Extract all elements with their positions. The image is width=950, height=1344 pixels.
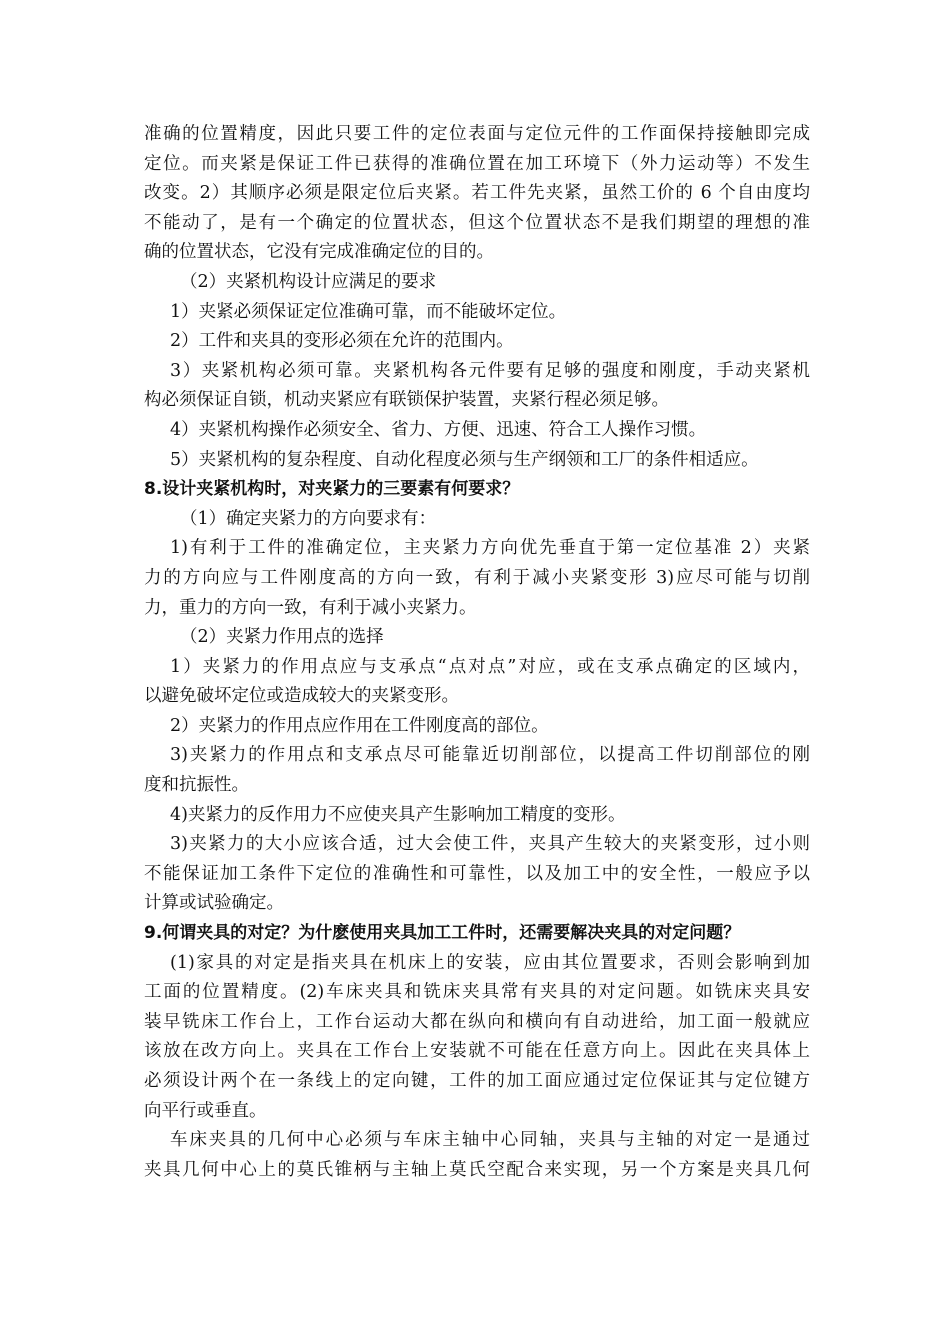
list-item: 3）夹紧机构必须可靠。夹紧机构各元件要有足够的强度和刚度，手动夹紧机	[170, 360, 810, 381]
paragraph-line: 必须设计两个在一条线上的定向键，工件的加工面应通过定位保证其与定位键方	[144, 1071, 810, 1091]
list-item: 5）夹紧机构的复杂程度、自动化程度必须与生产纲领和工厂的条件相适应。	[170, 449, 759, 470]
list-item: 2）工件和夹具的变形必须在允许的范围内。	[170, 331, 514, 352]
list-item: 4）夹紧机构操作必须安全、省力、方便、迅速、符合工人操作习惯。	[170, 419, 707, 440]
paragraph-line: 夹具几何中心上的莫氏锥柄与主轴上莫氏空配合来实现，另一个方案是夹具几何	[144, 1159, 810, 1180]
list-item: 1）夹紧必须保证定位准确可靠，而不能破坏定位。	[170, 301, 567, 322]
paragraph-line: 定位。而夹紧是保证工件已获得的准确位置在加工环境下（外力运动等）不发生	[144, 153, 810, 174]
list-item-continuation: 度和抗振性。	[144, 775, 249, 796]
document-body	[144, 120, 810, 1185]
question-heading-9: 9.何谓夹具的对定？为什麽使用夹具加工工件时，还需要解决夹具的对定问题？	[144, 923, 741, 944]
paragraph-line: 不能动了，是有一个确定的位置状态，但这个位置状态不是我们期望的理想的准	[144, 212, 810, 233]
list-item: 1）夹紧力的作用点应与支承点“点对点”对应，或在支承点确定的区域内，	[170, 656, 810, 677]
paragraph-line: (1)家具的对定是指夹具在机床上的安装，应由其位置要求，否则会影响到加	[170, 952, 810, 973]
paragraph-line: 改变。2）其顺序必须是限定位后夹紧。若工件先夹紧，虽然工价的 6 个自由度均	[144, 183, 810, 204]
list-item-continuation: 计算或试验确定。	[144, 893, 284, 914]
paragraph-line: 车床夹具的几何中心必须与车床主轴中心同轴，夹具与主轴的对定一是通过	[170, 1130, 810, 1151]
paragraph-line: 1)有利于工件的准确定位，主夹紧力方向优先垂直于第一定位基准 2）夹紧	[170, 538, 810, 559]
paragraph-line: 确的位置状态，它没有完成准确定位的目的。	[144, 242, 494, 263]
subheading-clamping-requirements: （2）夹紧机构设计应满足的要求	[180, 271, 437, 292]
list-item-continuation: 构必须保证自锁，机动夹紧应有联锁保护装置，夹紧行程必须足够。	[144, 390, 669, 411]
list-item: 2）夹紧力的作用点应作用在工件刚度高的部位。	[170, 715, 549, 736]
list-item: 3)夹紧力的作用点和支承点尽可能靠近切削部位，以提高工件切削部位的刚	[170, 745, 810, 766]
paragraph-line: 向平行或垂直。	[144, 1100, 267, 1121]
list-item: 3)夹紧力的大小应该合适，过大会使工件，夹具产生较大的夹紧变形，过小则	[170, 834, 810, 855]
subheading-force-direction: （1）确定夹紧力的方向要求有：	[180, 508, 437, 529]
paragraph-line: 装早铣床工作台上，工作台运动大都在纵向和横向有自动进给，加工面一般就应	[144, 1011, 810, 1032]
subheading-force-point: （2）夹紧力作用点的选择	[180, 627, 384, 648]
list-item-continuation: 以避免破坏定位或造成较大的夹紧变形。	[144, 686, 459, 707]
paragraph-line: 力的方向应与工件刚度高的方向一致，有利于减小夹紧变形 3)应尽可能与切削	[144, 567, 810, 588]
paragraph-line: 力，重力的方向一致，有利于减小夹紧力。	[144, 597, 477, 618]
paragraph-line: 准确的位置精度，因此只要工件的定位表面与定位元件的工作面保持接触即完成	[144, 124, 810, 144]
list-item: 4)夹紧力的反作用力不应使夹具产生影响加工精度的变形。	[170, 804, 626, 825]
question-heading-8: 8.设计夹紧机构时，对夹紧力的三要素有何要求？	[144, 479, 520, 500]
paragraph-line: 工面的位置精度。(2)车床夹具和铣床夹具常有夹具的对定问题。如铣床夹具安	[144, 982, 810, 1003]
paragraph-line: 该放在改方向上。夹具在工作台上安装就不可能在任意方向上。因此在夹具体上	[144, 1041, 810, 1062]
list-item-continuation: 不能保证加工条件下定位的准确性和可靠性，以及加工中的安全性，一般应予以	[144, 863, 810, 884]
